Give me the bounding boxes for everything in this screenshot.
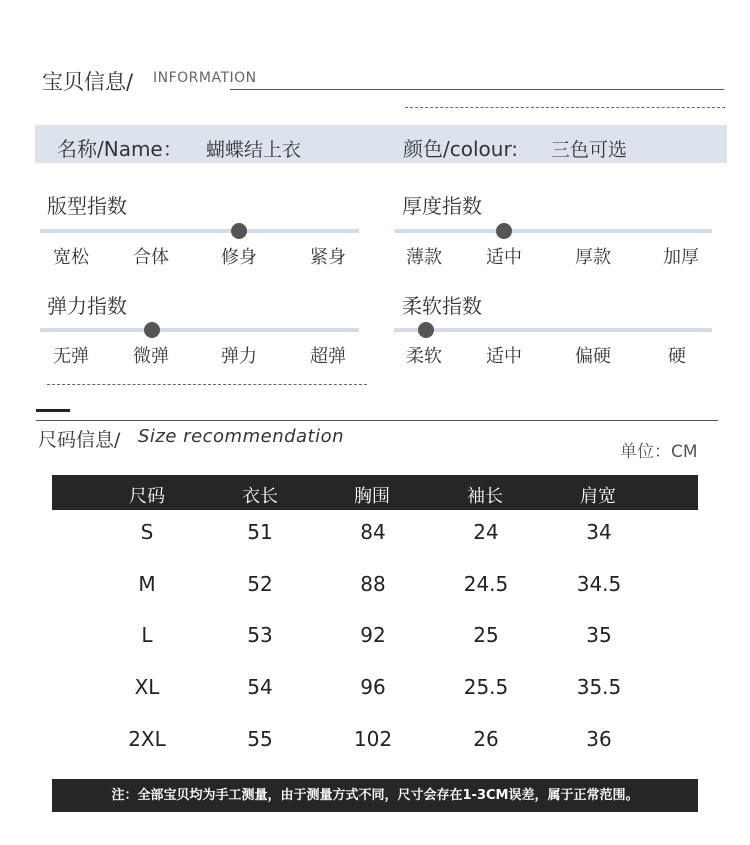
product-name-label: 名称/Name： (57, 137, 183, 161)
info-section-subtitle: INFORMATION (153, 70, 257, 86)
size-table-cell: 55 (247, 727, 273, 751)
softness-option: 柔软 (406, 346, 442, 367)
size-table-cell: 88 (360, 572, 386, 596)
size-table-cell: 24 (473, 520, 499, 544)
stretch-option: 弹力 (221, 346, 257, 367)
size-table-cell: 25.5 (463, 675, 509, 699)
indices-dashed-rule (47, 384, 367, 385)
size-table-cell: 25 (473, 623, 499, 647)
size-table-cell: 34 (586, 520, 612, 544)
softness-index-marker (418, 322, 434, 338)
size-table-header-cell: 胸围 (354, 486, 390, 507)
thickness-option: 薄款 (406, 247, 442, 268)
stretch-option: 微弹 (133, 346, 169, 367)
size-table-cell: L (141, 623, 153, 647)
size-table-cell: 35 (586, 623, 612, 647)
fit-option: 合体 (133, 247, 169, 268)
size-table-cell: 102 (353, 727, 393, 751)
product-color-label: 颜色/colour: (403, 137, 519, 161)
size-table-cell: 51 (247, 520, 273, 544)
size-table-cell: 35.5 (576, 675, 622, 699)
stretch-option: 无弹 (53, 346, 89, 367)
info-section-title: 宝贝信息/ (42, 70, 134, 94)
size-table-cell: 53 (247, 623, 273, 647)
fit-index-marker (231, 223, 247, 239)
thickness-option: 厚款 (575, 247, 611, 268)
thickness-index-track (394, 229, 712, 233)
size-table-header-cell: 肩宽 (580, 486, 616, 507)
fit-index-title: 版型指数 (47, 194, 127, 218)
info-header-dashed-rule (405, 107, 725, 108)
size-table-cell: S (140, 520, 154, 544)
size-table-cell: 84 (360, 520, 386, 544)
size-section-subtitle: Size recommendation (138, 426, 345, 447)
size-table-cell: 34.5 (576, 572, 622, 596)
unit-label: 单位：CM (620, 442, 698, 462)
thickness-index-marker (496, 223, 512, 239)
size-table-cell: 24.5 (463, 572, 509, 596)
size-table-cell: 96 (360, 675, 386, 699)
thickness-index-title: 厚度指数 (402, 194, 482, 218)
softness-option: 硬 (668, 346, 686, 367)
fit-index-track (40, 229, 359, 233)
stretch-index-title: 弹力指数 (47, 294, 127, 318)
size-table-header-cell: 衣长 (242, 486, 278, 507)
size-section-title: 尺码信息/ (38, 429, 121, 451)
size-table-cell: M (138, 572, 156, 596)
info-header-rule (230, 89, 724, 90)
softness-option: 偏硬 (575, 346, 611, 367)
stretch-option: 超弹 (310, 346, 346, 367)
size-table-header-cell: 尺码 (129, 486, 165, 507)
softness-index-title: 柔软指数 (402, 294, 482, 318)
fit-option: 修身 (221, 247, 257, 268)
size-table-cell: 92 (360, 623, 386, 647)
stretch-index-marker (144, 322, 160, 338)
size-table-cell: 52 (247, 572, 273, 596)
product-name-value: 蝴蝶结上衣 (206, 139, 302, 161)
thickness-option: 适中 (486, 247, 522, 268)
size-header-accent (36, 409, 70, 412)
size-header-rule (36, 420, 718, 421)
measurement-note: 注：全部宝贝均为手工测量，由于测量方式不同，尺寸会存在1-3CM误差，属于正常范围。 (52, 779, 698, 812)
size-table-cell: 2XL (128, 727, 166, 751)
size-table-cell: 36 (586, 727, 612, 751)
product-color-value: 三色可选 (551, 139, 628, 161)
softness-option: 适中 (486, 346, 522, 367)
size-table-cell: 26 (473, 727, 499, 751)
fit-option: 宽松 (53, 247, 89, 268)
stretch-index-track (40, 328, 359, 332)
size-table-cell: XL (134, 675, 160, 699)
softness-index-track (394, 328, 712, 332)
size-table-header-cell: 袖长 (467, 486, 503, 507)
thickness-option: 加厚 (663, 247, 699, 268)
fit-option: 紧身 (310, 247, 346, 268)
size-table-cell: 54 (247, 675, 273, 699)
